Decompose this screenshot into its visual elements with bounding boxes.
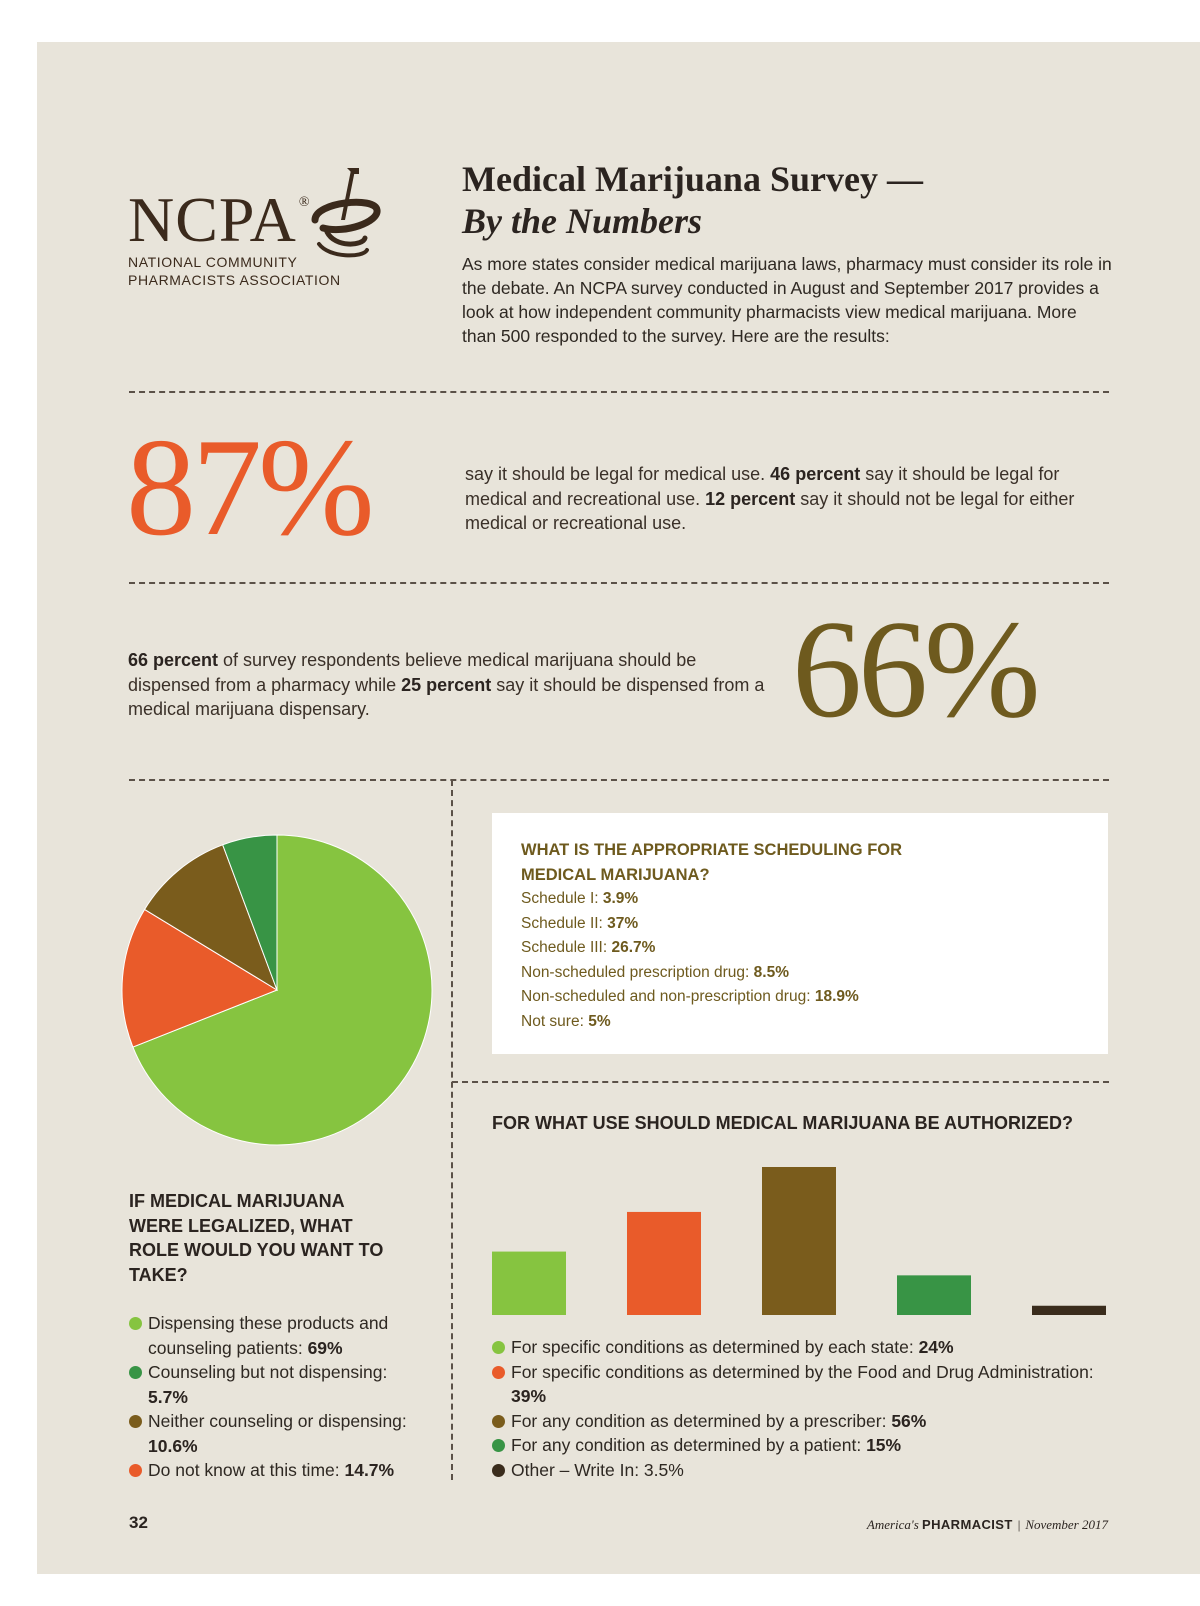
legend-item: For any condition as determined by a prescriber: 56% [492,1409,1112,1434]
mortar-pestle-icon [305,162,385,262]
legend-item: Do not know at this time: 14.7% [129,1458,429,1483]
legend-dot-icon [492,1439,505,1452]
page-subtitle: By the Numbers [462,201,703,241]
legend-dot-icon [492,1366,505,1379]
legend-item: For specific conditions as determined by each state: 24% [492,1335,1112,1360]
list-item: Schedule III: 26.7% [521,939,656,956]
role-legend [129,1311,429,1483]
bar [1032,1306,1106,1315]
ncpa-logo-subtitle: NATIONAL COMMUNITY PHARMACISTS ASSOCIATION [128,254,341,288]
bar [762,1167,836,1315]
page-number: 32 [129,1513,148,1532]
legend-item: For any condition as determined by a patient: 15% [492,1433,1112,1458]
intro-paragraph: As more states consider medical marijuana laws, pharmacy must consider its role in the debate. An NCPA survey conducted in August and September 2017 provides a look at how independent community pharmacists view medical marijuana. More than 500 responded to the survey. Here are the results: [462,254,1112,346]
page-title: Medical Marijuana Survey — [462,159,923,199]
scheduling-list [521,887,859,1034]
use-legend [492,1335,1112,1482]
legend-dot-icon [129,1366,142,1379]
role-pie-chart [121,834,433,1146]
legend-dot-icon [129,1317,142,1330]
list-item: Non-scheduled and non-prescription drug: 18.9% [521,988,859,1005]
divider [129,582,1109,584]
use-question: FOR WHAT USE SHOULD MEDICAL MARIJUANA BE AUTHORIZED? [492,1113,1073,1133]
legend-item: Other – Write In: 3.5% [492,1458,1112,1483]
ncpa-logo-wordmark: NCPA ® [128,184,311,255]
role-question: IF MEDICAL MARIJUANA WERE LEGALIZED, WHAT ROLE WOULD YOU WANT TO TAKE? [129,1191,384,1285]
stat-66-text: 66 percent of survey respondents believe medical marijuana should be dispensed from a pharmacy while 25 percent say it should be dispensed from a medical marijuana dispensary. [128,650,765,719]
vertical-divider [451,780,453,1480]
list-item: Not sure: 5% [521,1012,611,1030]
list-item: Non-scheduled prescription drug: 8.5% [521,963,789,981]
legend-dot-icon [492,1415,505,1428]
bar [627,1212,701,1315]
legend-item: Neither counseling or dispensing: 10.6% [129,1409,429,1458]
stat-66-percent: 66% [792,592,1037,747]
magazine-footer: America's PHARMACIST | November 2017 [866,1517,1108,1532]
bar [492,1252,566,1315]
list-item: Schedule II: 37% [521,914,639,932]
stat-87-percent: 87% [126,410,371,565]
divider [452,1081,1109,1083]
divider [129,779,1109,781]
list-item: Schedule I: 3.9% [521,890,639,907]
stat-87-text: say it should be legal for medical use. 46 percent say it should be legal for medical and recreational use. 12 percent say it should not be legal for either medical or recreational use. [465,464,1075,533]
legend-dot-icon [492,1464,505,1477]
use-bar-chart [480,1150,1120,1320]
legend-dot-icon [492,1341,505,1354]
scheduling-question: WHAT IS THE APPROPRIATE SCHEDULING FOR MEDICAL MARIJUANA? [521,841,903,884]
legend-item: Dispensing these products and counseling patients: 69% [129,1311,429,1360]
legend-item: For specific conditions as determined by the Food and Drug Administration: 39% [492,1360,1112,1409]
legend-dot-icon [129,1464,142,1477]
bar [897,1275,971,1315]
legend-item: Counseling but not dispensing: 5.7% [129,1360,429,1409]
legend-dot-icon [129,1415,142,1428]
divider [129,391,1109,393]
